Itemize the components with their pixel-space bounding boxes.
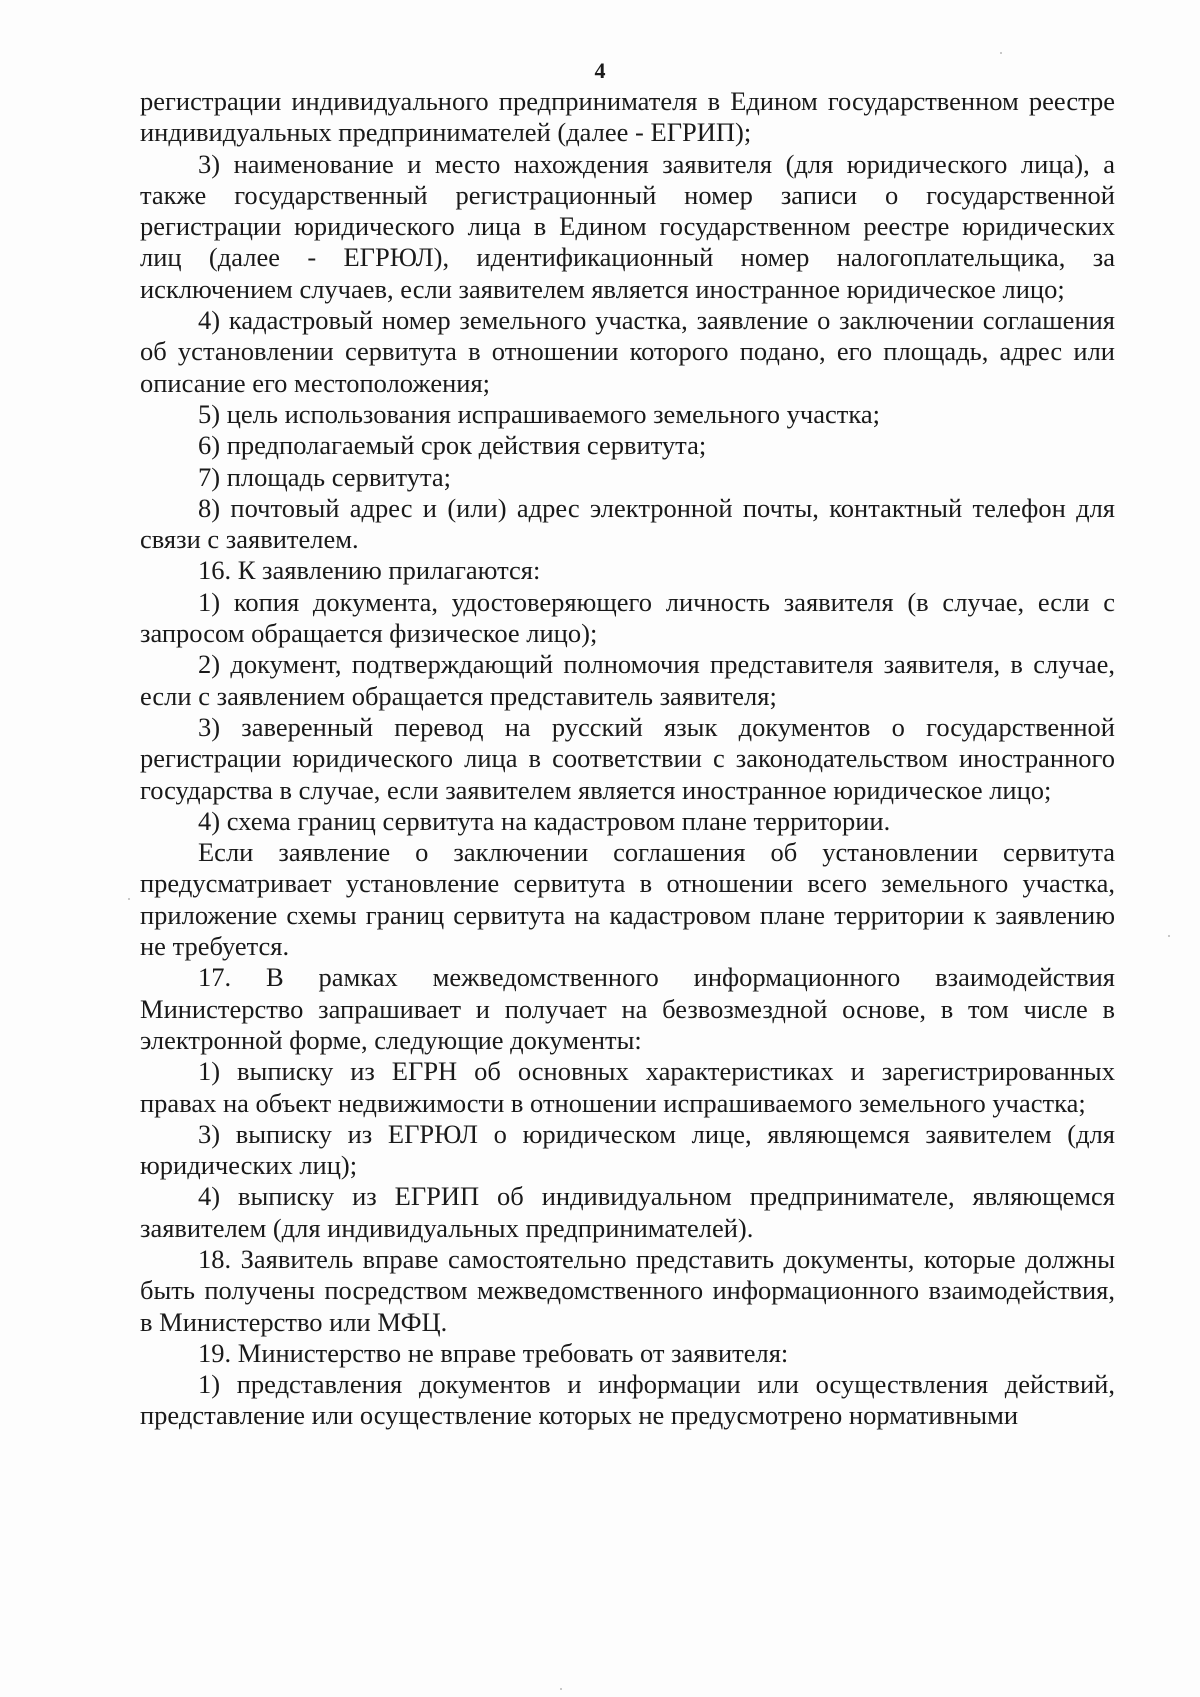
paragraph-item-7-area: 7) площадь сервитута; — [198, 461, 452, 492]
paragraph-16-item-1: 1) копия документа, удостоверяющего личность заявителя (в случае, если с запросом обращается физическое лицо); — [140, 586, 1115, 649]
paragraph-item-6-term: 6) предполагаемый срок действия сервитута; — [198, 430, 707, 461]
paragraph-item-4-cadastral-number: 4) кадастровый номер земельного участка, заявление о заключении соглашения об установлении сервитута в отношении которого подано, его площадь, адрес или описание его местоположения; — [140, 305, 1115, 398]
paragraph-16-item-4: 4) схема границ сервитута на кадастровом плане территории. — [198, 805, 891, 836]
paragraph-item-8-contacts: 8) почтовый адрес и (или) адрес электронной почты, контактный телефон для связи с заявителем. — [140, 492, 1115, 555]
paragraph-16-item-2: 2) документ, подтверждающий полномочия представителя заявителя, в случае, если с заявлением обращается представитель заявителя; — [140, 649, 1115, 711]
paragraph-item-3-legal-entity: 3) наименование и место нахождения заявителя (для юридического лица), а также государственный регистрационный номер записи о государственной регистрации юридического лица в Едином государственном реестре юридических лиц (далее - ЕГРЮЛ), идентификационный номер налогоплательщика, за исключением случаев, если заявителем является иностранное юридическое лицо; — [140, 148, 1115, 304]
paragraph-17-item-1: 1) выписку из ЕГРН об основных характеристиках и зарегистрированных правах на объект недвижимости в отношении испрашиваемого земельного участка; — [140, 1056, 1115, 1118]
paragraph-section-18: 18. Заявитель вправе самостоятельно представить документы, которые должны быть получены посредством межведомственного информационного взаимодействия, в Министерство или МФЦ. — [140, 1243, 1115, 1337]
paragraph-19-item-1: 1) представления документов и информации или осуществления действий, представление или осуществление которых не предусмотрено нормативными — [140, 1369, 1115, 1431]
paragraph-section-16: 16. К заявлению прилагаются: — [198, 555, 541, 586]
paragraph-section-17: 17. В рамках межведомственного информационного взаимодействия Министерство запрашивает и получает на безвозмездной основе, в том числе в электронной форме, следующие документы: — [140, 962, 1115, 1055]
scan-speck — [1168, 935, 1170, 937]
scan-speck — [1000, 52, 1002, 54]
paragraph-17-item-3: 3) выписку из ЕГРЮЛ о юридическом лице, являющемся заявителем (для юридических лиц); — [140, 1118, 1115, 1181]
paragraph-16-item-3: 3) заверенный перевод на русский язык документов о государственной регистрации юридического лица в соответствии с законодательством иностранного государства в случае, если заявителем является иностранное юридическое лицо; — [140, 711, 1115, 805]
paragraph-17-item-4: 4) выписку из ЕГРИП об индивидуальном предпринимателе, являющемся заявителем (для индивидуальных предпринимателей). — [140, 1181, 1115, 1243]
paragraph-registration-egrip: регистрации индивидуального предпринимателя в Едином государственном реестре индивидуальных предпринимателей (далее - ЕГРИП); — [140, 86, 1115, 148]
page-number: 4 — [594, 58, 606, 83]
scan-speck — [128, 898, 130, 900]
paragraph-section-19: 19. Министерство не вправе требовать от заявителя: — [198, 1337, 789, 1368]
document-body — [140, 86, 1115, 1432]
scan-speck — [560, 1688, 562, 1690]
paragraph-16-note: Если заявление о заключении соглашения об установлении сервитута предусматривает установление сервитута в отношении всего земельного участка, приложение схемы границ сервитута на кадастровом плане территории к заявлению не требуется. — [140, 837, 1115, 962]
paragraph-item-5-purpose: 5) цель использования испрашиваемого земельного участка; — [198, 398, 880, 429]
